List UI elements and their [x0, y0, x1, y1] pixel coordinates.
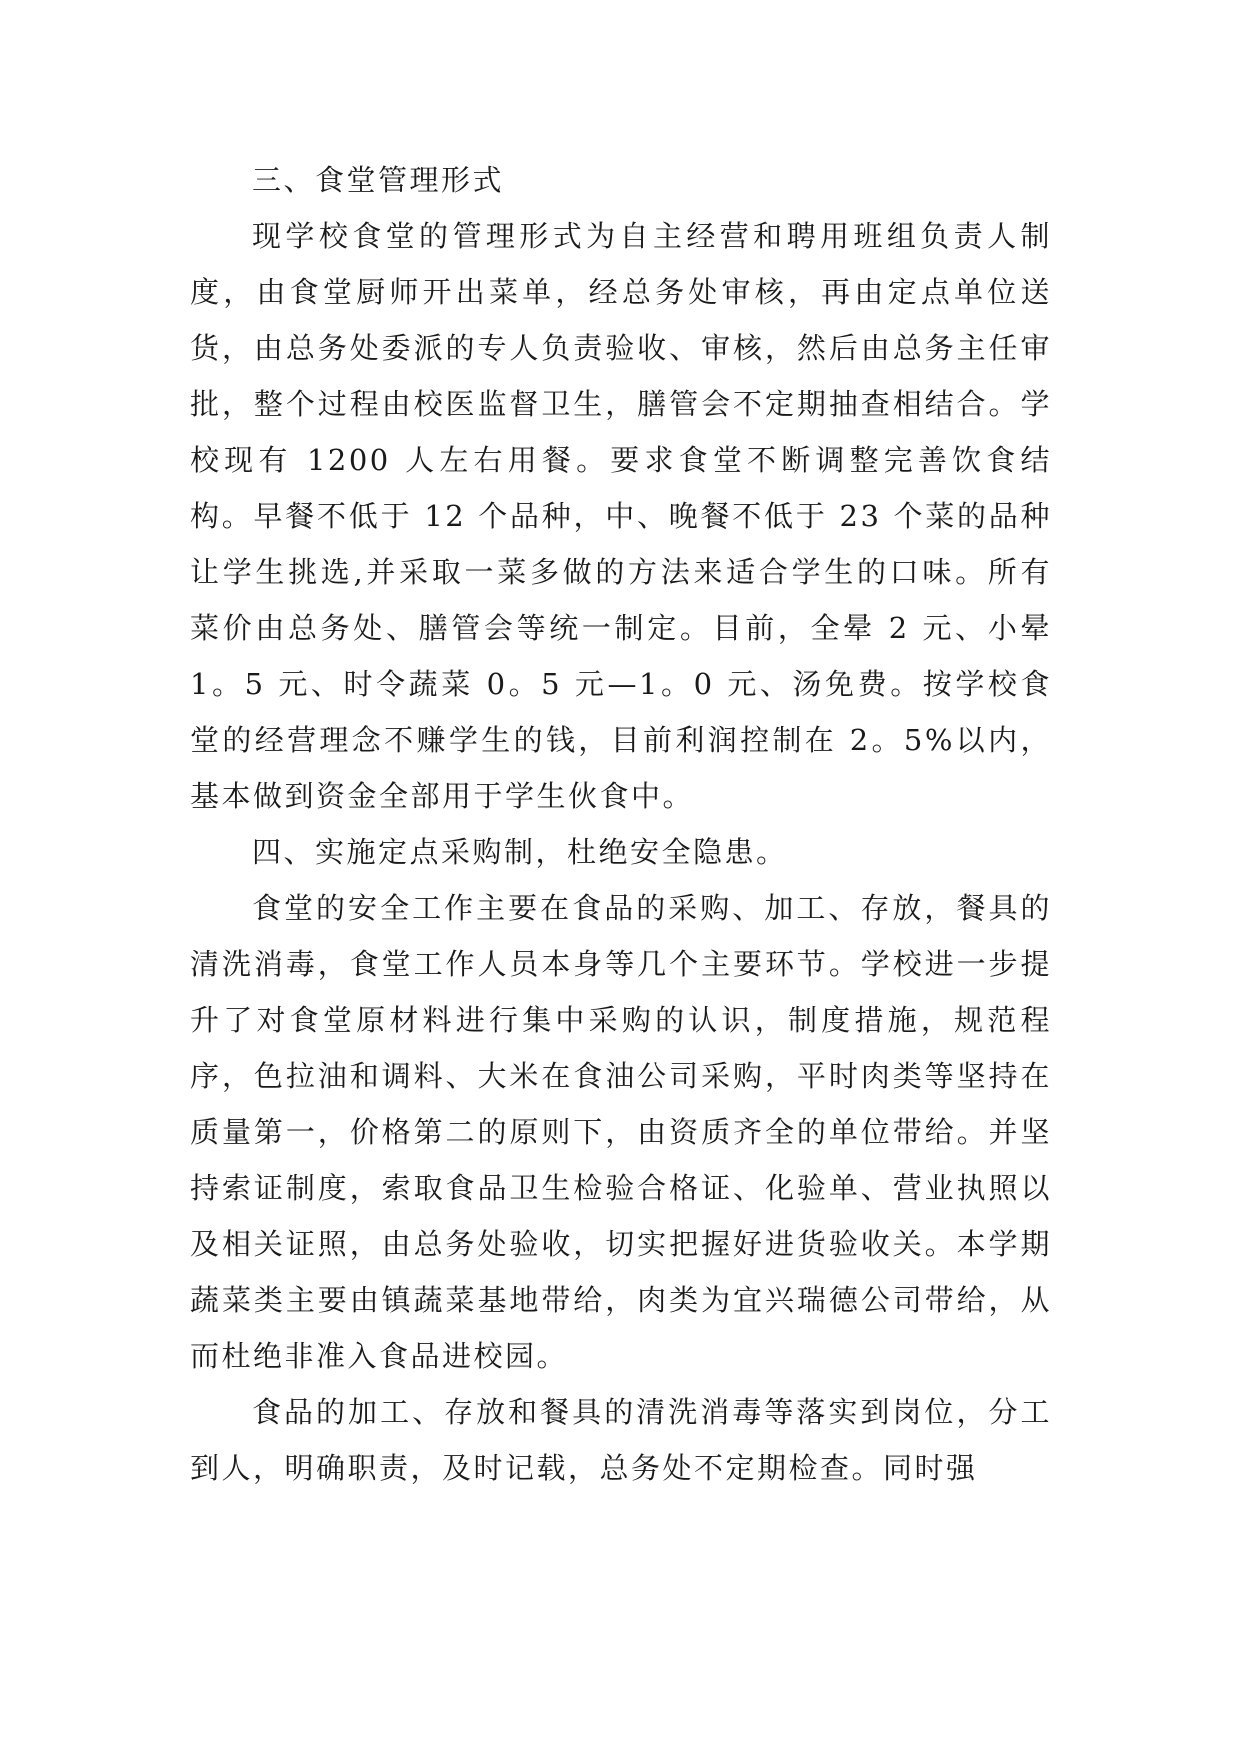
paragraph-processing-storage: 食品的加工、存放和餐具的清洗消毒等落实到岗位，分工到人，明确职责，及时记载，总务处不定期检查。同时强: [190, 1395, 1052, 1485]
document-body: [190, 152, 1052, 1496]
paragraph-canteen-management: 现学校食堂的管理形式为自主经营和聘用班组负责人制度，由食堂厨师开出菜单，经总务处审核，再由定点单位送货，由总务处委派的专人负责验收、审核，然后由总务主任审批，整个过程由校医监督卫生，膳管会不定期抽查相结合。学校现有 1200 人左右用餐。要求食堂不断调整完善饮食结构。早餐不低于 12 个品种，中、晚餐不低于 23 个菜的品种让学生挑选,并采取一菜多做的方法来适合学生的口味。所有菜价由总务处、膳管会等统一制定。目前，全晕 2 元、小晕 1。5 元、时令蔬菜 0。5 元—1。0 元、汤免费。按学校食堂的经营理念不赚学生的钱，目前利润控制在 2。5%以内，基本做到资金全部用于学生伙食中。: [190, 219, 1052, 813]
paragraph-food-safety: 食堂的安全工作主要在食品的采购、加工、存放，餐具的清洗消毒，食堂工作人员本身等几个主要环节。学校进一步提升了对食堂原材料进行集中采购的认识，制度措施，规范程序，色拉油和调料、大米在食油公司采购，平时肉类等坚持在质量第一，价格第二的原则下，由资质齐全的单位带给。并坚持索证制度，索取食品卫生检验合格证、化验单、营业执照以及相关证照，由总务处验收，切实把握好进货验收关。本学期蔬菜类主要由镇蔬菜基地带给，肉类为宜兴瑞德公司带给，从而杜绝非准入食品进校园。: [190, 891, 1052, 1373]
section-heading-procurement: 四、实施定点采购制，杜绝安全隐患。: [252, 835, 788, 869]
section-heading-canteen-management: 三、食堂管理形式: [252, 163, 505, 197]
